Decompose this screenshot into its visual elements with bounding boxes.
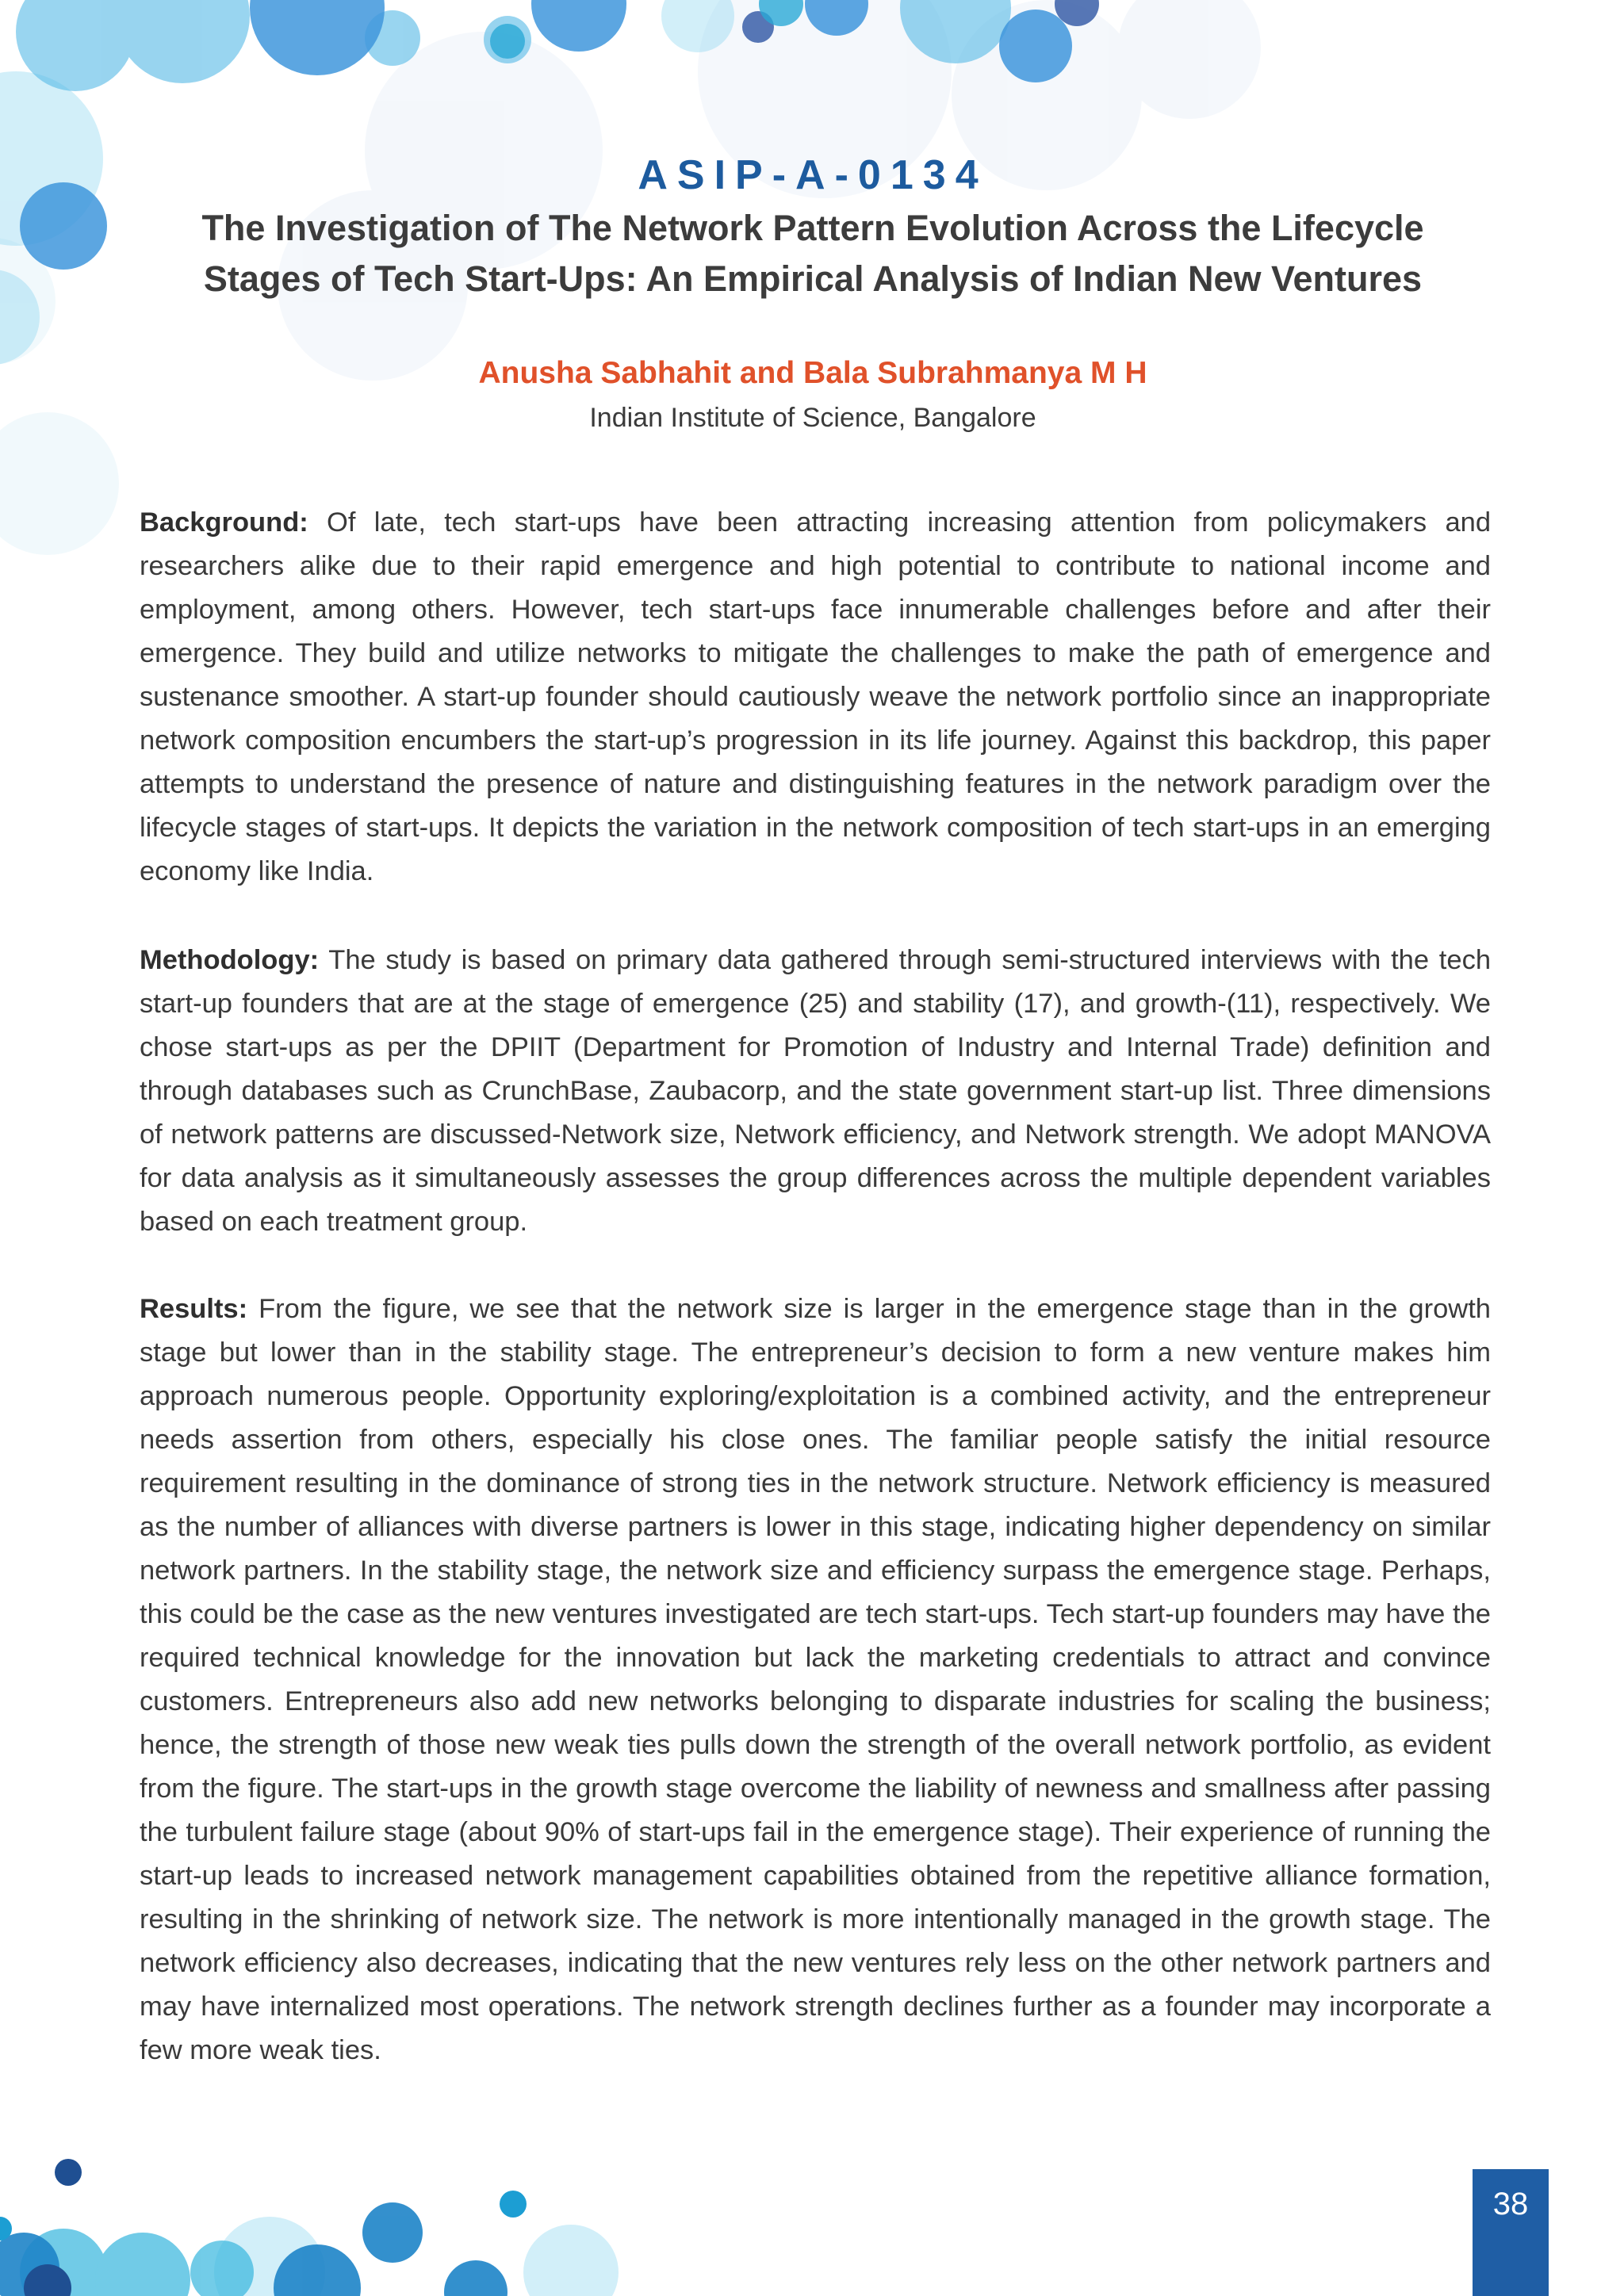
- paper-title: [79, 203, 1546, 304]
- page-number-badge: 38: [1473, 2169, 1549, 2296]
- background-text: Of late, tech start-ups have been attracting increasing attention from policymakers and researchers alike due to their rapid emergence and high potential to contribute to national income and employment, among others. However, tech start-ups face innumerable challenges before and after their emergence. They build and utilize networks to mitigate the challenges to make the path of emergence and sustenance smoother. A start-up founder should cautiously weave the network portfolio since an inappropriate network composition encumbers the start-up’s progression in its life journey. Against this backdrop, this paper attempts to understand the presence of nature and distinguishing features in the network paradigm over the lifecycle stages of start-ups. It depicts the variation in the network composition of tech start-ups in an emerging economy like India.: [140, 507, 1492, 886]
- methodology-label: Methodology:: [140, 945, 320, 975]
- results-section: [140, 1288, 1491, 2072]
- background-section: [140, 501, 1491, 894]
- affiliation: Indian Institute of Science, Bangalore: [589, 403, 1036, 433]
- methodology-section: [140, 939, 1491, 1244]
- results-label: Results:: [140, 1294, 248, 1324]
- authors: Anusha Sabhahit and Bala Subrahmanya M H: [478, 356, 1147, 390]
- header: [79, 147, 1546, 304]
- bottom-bubble-decoration: [0, 2153, 634, 2296]
- methodology-text: The study is based on primary data gathered through semi-structured interviews with the tech start-up founders that are at the stage of emergence (25) and stability (17), and growth-(11), respectively. We chose start-ups as per the DPIIT (Department for Promotion of Industry and Internal Trade) definition and through databases such as CrunchBase, Zaubacorp, and the state government start-up list. Three dimensions of network patterns are discussed-Network size, Network efficiency, and Network strength. We adopt MANOVA for data analysis as it simultaneously assesses the group differences across the multiple dependent variables based on each treatment group.: [140, 945, 1492, 1237]
- results-text: From the figure, we see that the network size is larger in the emergence stage than in the growth stage but lower than in the stability stage. The entrepreneur’s decision to form a new venture makes him approach numerous people. Opportunity exploring/exploitation is a combined activity, and the entrepreneur needs assertion from others, especially his close ones. The familiar people satisfy the initial resource requirement resulting in the dominance of strong ties in the network structure. Network efficiency is measured as the number of alliances with diverse partners is lower in this stage, indicating higher dependency on similar network partners. In the stability stage, the network size and efficiency surpass the emergence stage. Perhaps, this could be the case as the new ventures investigated are tech start-ups. Tech start-up founders may have the required technical knowledge for the innovation but lack the marketing credentials to attract and convince customers. Entrepreneurs also add new networks belonging to disparate industries for scaling the business; hence, the strength of those new weak ties pulls down the strength of the overall network portfolio, as evident from the figure. The start-ups in the growth stage overcome the liability of newness and smallness after passing the turbulent failure stage (about 90% of start-ups fail in the emergence stage). Their experience of running the start-up leads to increased network management capabilities obtained from the repetitive alliance formation, resulting in the shrinking of network size. The network is more intentionally managed in the growth stage. The network efficiency also decreases, indicating that the new ventures rely less on the other network partners and may have internalized most operations. The network strength declines further as a founder may incorporate a few more weak ties.: [140, 1294, 1491, 2065]
- abstract-code: ASIP-A-0134: [638, 152, 988, 198]
- paper-title-line2: Stages of Tech Start-Ups: An Empirical Analysis of Indian New Ventures: [203, 258, 1423, 299]
- paper-title-line1: The Investigation of The Network Pattern Evolution Across the Lifecycle: [201, 208, 1424, 248]
- background-label: Background:: [140, 507, 308, 538]
